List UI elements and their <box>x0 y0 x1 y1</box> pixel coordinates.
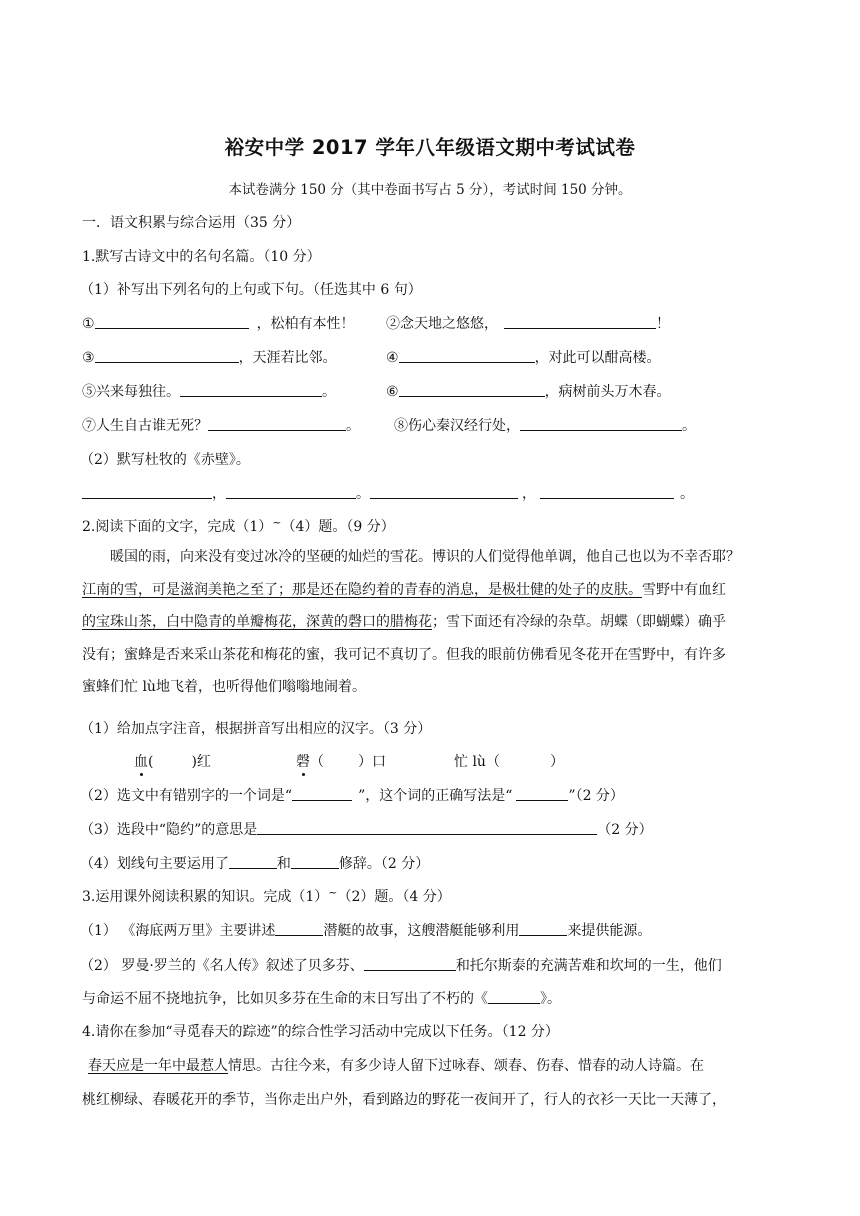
answer-blank[interactable] <box>95 314 249 329</box>
answer-blank[interactable] <box>291 854 339 869</box>
answer-blank[interactable] <box>257 820 597 835</box>
question-3-sub-2 <box>80 955 722 975</box>
answer-blank[interactable] <box>488 989 540 1004</box>
answer-blank[interactable] <box>520 416 682 431</box>
passage-text: ；雪下面还有冷绿的杂草。胡蝶（即蝴蝶）确乎 <box>432 614 726 630</box>
poem-punct: 。 <box>356 486 370 502</box>
item-text: ⑧伤心秦汉经行处， <box>394 418 520 434</box>
sub-text: （4）划线句主要运用了 <box>80 856 229 872</box>
section-heading: 一．语文积累与综合运用（35 分） <box>82 215 301 231</box>
page-title: 裕安中学 2017 学年八年级语文期中考试试卷 <box>224 136 636 159</box>
item-text: ⑤兴来每独往。 <box>82 384 180 400</box>
item-number: ⑥ <box>386 384 399 400</box>
question-4-heading: 4.请你在参加“寻觅春天的踪迹”的综合性学习活动中完成以下任务。（12 分） <box>82 1024 559 1040</box>
dotted-char: 磬 <box>296 751 310 771</box>
answer-blank[interactable] <box>540 484 674 499</box>
underlined-sentence: 江南的雪，可是滋润美艳之至了；那是还在隐约着的青春的消息，是极壮健的处子的皮肤。 <box>82 581 642 598</box>
answer-blank[interactable] <box>82 484 212 499</box>
pinyin-row-2 <box>296 751 386 771</box>
question-2-sub-3 <box>80 819 653 839</box>
answer-blank[interactable] <box>292 786 352 801</box>
pinyin-row <box>134 751 211 771</box>
tilde-mark: ~ <box>272 516 282 529</box>
sub-text: 》。 <box>540 991 561 1007</box>
passage-line: 没有；蜜蜂是否来采山茶花和梅花的蜜，我可记不真切了。但我的眼前仿佛看见冬花开在雪野中，有许多 <box>82 646 726 663</box>
item-text: ⑦人生自古谁无死？ <box>82 418 208 434</box>
fill-row-3b <box>386 381 671 401</box>
answer-blank[interactable] <box>208 416 346 431</box>
answer-blank[interactable] <box>275 921 323 936</box>
sub-text: ”（2 分） <box>568 788 624 804</box>
question-1-sub-1: （1）补写出下列名句的上句或下句。（任选其中 6 句） <box>80 282 422 298</box>
answer-blank[interactable] <box>180 382 322 397</box>
item-text: ，松柏有本性！ <box>256 316 355 332</box>
answer-blank[interactable] <box>504 314 656 329</box>
question-3-sub-1 <box>80 920 651 940</box>
exam-subtitle: 本试卷满分 150 分（其中卷面书写占 5 分），考试时间 150 分钟。 <box>228 182 632 198</box>
item-text: 。 <box>346 418 360 434</box>
sub-text: 潜艇的故事，这艘潜艇能够利用 <box>323 923 520 939</box>
sub-text: 和托尔斯泰的充满苦难和坎坷的一生，他们 <box>455 958 722 974</box>
sub-text: 修辞。（2 分） <box>338 856 430 872</box>
question-2-sub-4 <box>80 853 429 873</box>
answer-blank[interactable] <box>399 382 545 397</box>
sub-text: ”，这个词的正确写法是“ <box>358 788 513 804</box>
underlined-sentence: 的宝珠山茶，白中隐青的单瓣梅花，深黄的磬口的腊梅花 <box>82 614 432 630</box>
paren: ( <box>148 754 154 770</box>
question-2-heading <box>82 516 395 536</box>
sub-text: （2） 罗曼·罗兰的《名人传》叙述了贝多芬、 <box>80 958 364 974</box>
reading-passage <box>82 541 778 704</box>
item-text: ，天涯若比邻。 <box>238 350 337 366</box>
heading-text: （4）题。（9 分） <box>281 519 395 535</box>
item-text: ，病树前头万木春。 <box>544 384 671 400</box>
fill-row-2b <box>386 347 661 367</box>
sub-text: 与命运不屈不挠地抗争，比如贝多芬在生命的末日写出了不朽的《 <box>82 991 488 1007</box>
item-number: ③ <box>82 350 95 366</box>
question-1-heading: 1.默写古诗文中的名句名篇。（10 分） <box>82 249 321 265</box>
question-4-para-1 <box>88 1055 704 1075</box>
sub-text: （1） 《海底两万里》主要讲述 <box>80 923 276 939</box>
answer-blank[interactable] <box>95 348 239 363</box>
poem-blanks-row <box>82 483 694 503</box>
item-text: 。 <box>682 418 696 434</box>
answer-blank[interactable] <box>226 484 356 499</box>
answer-blank[interactable] <box>519 921 567 936</box>
item-number: ④ <box>386 350 399 366</box>
passage-line <box>82 606 778 639</box>
question-2-sub-2 <box>80 785 624 805</box>
paren: )红 <box>191 754 211 770</box>
tilde-mark: ~ <box>328 886 338 899</box>
question-2-sub-1: （1）给加点字注音，根据拼音写出相应的汉字。（3 分） <box>80 721 432 737</box>
item-text: 。 <box>322 384 336 400</box>
fill-row-4b <box>394 415 696 435</box>
answer-blank[interactable] <box>370 484 518 499</box>
passage-text: 雪野中有血红 <box>642 581 726 598</box>
paren: ） <box>549 754 564 770</box>
answer-blank[interactable] <box>399 348 535 363</box>
passage-line <box>82 574 778 607</box>
passage-line: 蜜蜂们忙 lù地飞着，也听得他们嗡嗡地闹着。 <box>82 679 366 695</box>
question-3-sub-2-cont <box>82 988 561 1008</box>
poem-punct: ， <box>212 486 226 502</box>
underlined-phrase: 春天应是一年中最惹人 <box>88 1058 228 1074</box>
sub-text: （3）选段中“隐约”的意思是 <box>80 822 258 838</box>
dotted-char: 血 <box>134 751 148 771</box>
fill-row-3 <box>82 381 336 401</box>
item-number: ① <box>82 316 95 332</box>
answer-blank[interactable] <box>229 854 277 869</box>
answer-blank[interactable] <box>364 956 456 971</box>
sub-text: 和 <box>276 856 291 872</box>
heading-text: （2）题。（4 分） <box>337 889 451 905</box>
pinyin-text: 忙 lù（ <box>454 754 500 770</box>
fill-row-2 <box>82 347 337 367</box>
answer-blank[interactable] <box>516 786 568 801</box>
pinyin-row-3 <box>454 751 564 771</box>
fill-row-1b <box>386 313 670 333</box>
fill-row-1 <box>82 313 355 333</box>
question-1-sub-2: （2）默写杜牧的《赤壁》。 <box>80 452 250 468</box>
paren: ）口 <box>358 754 386 770</box>
sub-text: （2）选文中有错别字的一个词是“ <box>80 788 293 804</box>
item-text: ②念天地之悠悠， <box>386 316 498 332</box>
item-text: ！ <box>656 316 670 332</box>
poem-punct: 。 <box>680 486 694 502</box>
sub-text: （2 分） <box>597 822 653 838</box>
paren: （ <box>310 754 324 770</box>
sub-text: 来提供能源。 <box>567 923 652 939</box>
question-3-heading <box>82 886 451 906</box>
heading-text: 2.阅读下面的文字，完成（1） <box>82 519 273 535</box>
para-text: 情思。古往今来，有多少诗人留下过咏春、颂春、伤春、惜春的动人诗篇。在 <box>228 1058 704 1074</box>
poem-punct: ， <box>522 486 536 502</box>
question-4-para-2: 桃红柳绿、春暖花开的季节，当你走出户外，看到路边的野花一夜间开了，行人的衣衫一天比一天薄了， <box>82 1092 726 1108</box>
fill-row-4 <box>82 415 360 435</box>
heading-text: 3.运用课外阅读积累的知识。完成（1） <box>82 889 329 905</box>
passage-line: 暖国的雨，向来没有变过冰冷的坚硬的灿烂的雪花。博识的人们觉得他单调，他自己也以为不幸否耶？ <box>110 549 740 565</box>
item-text: ，对此可以酣高楼。 <box>534 350 661 366</box>
